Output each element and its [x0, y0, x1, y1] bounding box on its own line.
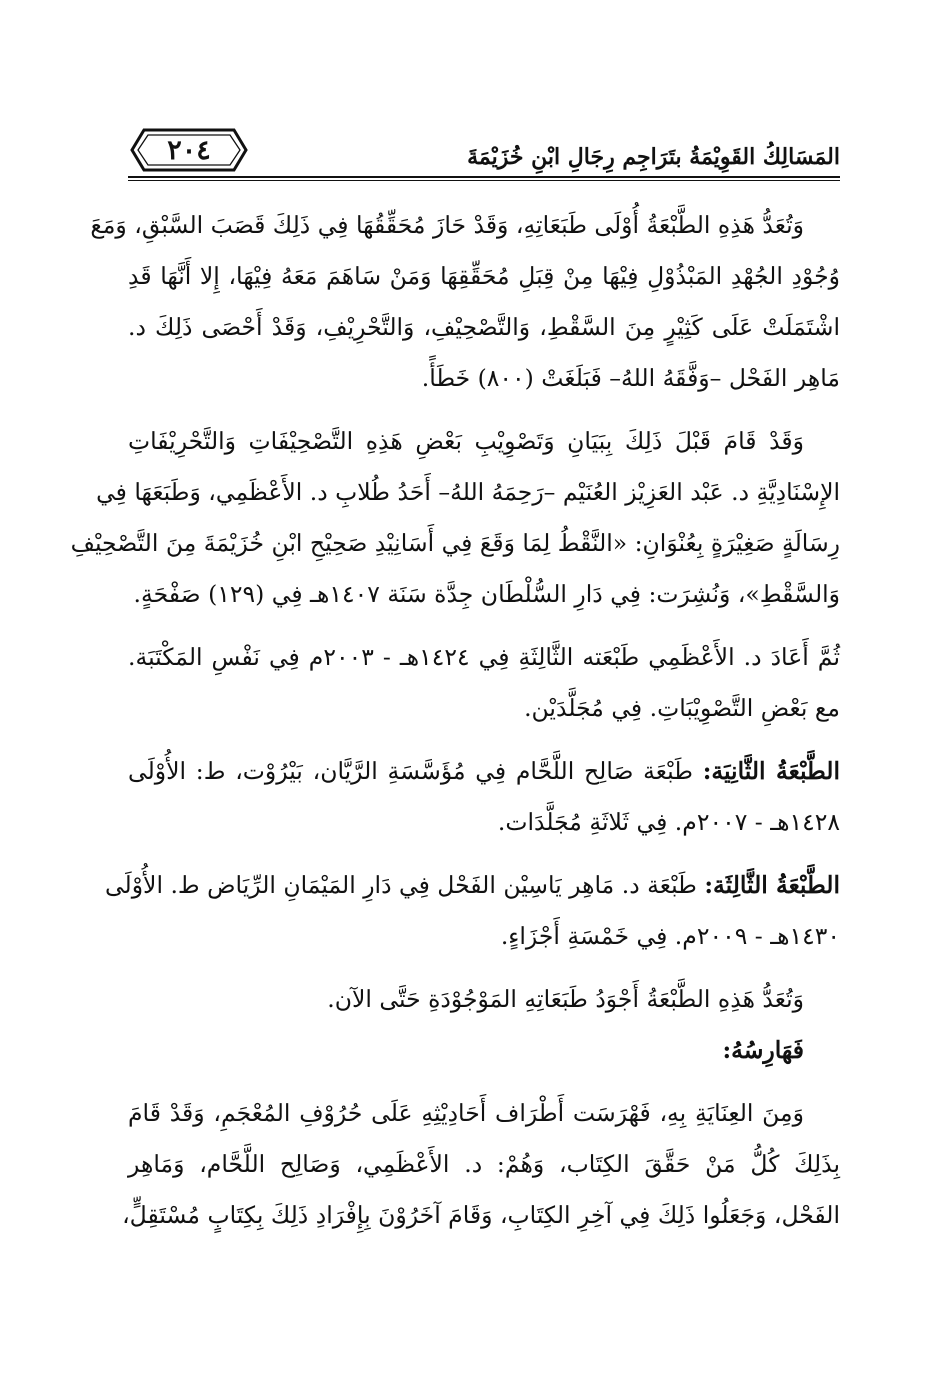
text-line: ١٤٣٠هـ - ٢٠٠٩م. فِي خَمْسَةِ أَجْزَاءٍ.: [500, 922, 840, 950]
text-line: الفَحْل، وَجَعَلُوا ذَلِكَ فِي آخِرِ الكِتَابِ، وَقَامَ آخَرُوْنَ بِإِفْرَادِ ذَلِكَ بِكِتَابٍ مُسْتَقِلٍّ،: [122, 1201, 840, 1229]
text-line: وَقَدْ قَامَ قَبْلَ ذَلِكَ بِبَيَانِ وَتَصْوِيْبِ بَعْضِ هَذِهِ التَّصْحِيْفَاتِ وَالتَّحْرِيْفَاتِ: [128, 427, 804, 455]
paragraph: [90, 200, 840, 404]
text-line: [128, 746, 840, 797]
body-text: [70, 200, 840, 1253]
heading-text: فَهَارِسُهُ:: [722, 1036, 804, 1064]
text-line: وَتُعَدُّ هَذِهِ الطَّبْعَةُ أَجْوَدُ طَبَعَاتِهِ المَوْجُوْدَةِ حَتَّى الآن.: [327, 985, 804, 1013]
text-segment: طَبْعَة د. مَاهِر يَاسِيْن الفَحْل فِي دَارِ المَيْمَانِ الرِّيَاض ط. الأُوْلَى: [104, 871, 705, 899]
paragraph: [128, 632, 840, 734]
text-line: [104, 860, 840, 911]
text-line: بِذَلِكَ كُلُّ مَنْ حَقَّقَ الكِتَاب، وَهُمْ: د. الأَعْظَمِي، وَصَالِح اللَّحَّام، وَمَاهِر: [128, 1150, 840, 1178]
text-line: وَمِنَ العِنَايَةِ بِهِ، فَهْرَسَت أَطْرَاف أَحَادِيْثِهِ عَلَى حُرُوْفِ المُعْجَمِ، وَقَدْ قَامَ: [128, 1099, 804, 1127]
paragraph: [128, 974, 840, 1025]
paragraph: [70, 416, 840, 620]
page-number: ٢٠٤: [167, 134, 211, 166]
text-line: وَالسَّقْطِ»، وَنُشِرَت: فِي دَارِ السُّلْطَان جِدَّة سَنَة ١٤٠٧هـ فِي (١٢٩) صَفْحَةٍ.: [133, 580, 840, 608]
text-line: وَتُعَدُّ هَذِهِ الطَّبْعَةُ أُوْلَى طَبَعَاتِهِ، وَقَدْ حَازَ مُحَقِّقُهَا فِي ذَلِكَ قَصَبَ السَّبْقِ، وَمَعَ: [90, 211, 804, 239]
paragraph: [122, 1088, 840, 1241]
text-line: ثُمَّ أَعَادَ د. الأَعْظَمِي طَبْعَته الثَّالِثَةِ فِي ١٤٢٤هـ - ٢٠٠٣م فِي نَفْسِ المَكْتَبَة.: [128, 643, 840, 671]
running-title: المَسَالِكُ القَوِيْمَةُ بتَرَاجِم رِجَالِ ابْنِ خُزَيْمَةَ: [467, 144, 840, 170]
page-header: [128, 116, 840, 186]
paragraph-second-edition: [128, 746, 840, 848]
edition-label: الطَّبْعَةُ الثَّانِيَة:: [702, 757, 840, 785]
edition-label: الطَّبْعَةُ الثَّالِثَة:: [704, 871, 840, 899]
text-line: الإِسْنَادِيَّةِ د. عَبْد العَزِيْز العُنَيْم –رَحِمَهُ اللهُ– أَحَدُ طُلابِ د. الأَعْظَمِي، وَطَبَعَهَا فِي: [96, 478, 840, 506]
text-line: ١٤٢٨هـ - ٢٠٠٧م. فِي ثَلاثَةِ مُجَلَّدَات.: [497, 808, 840, 836]
text-line: اشْتَمَلَتْ عَلَى كَثِيْرٍ مِنَ السَّقْطِ، وَالتَّصْحِيْفِ، وَالتَّحْرِيْفِ، وَقَدْ أَحْصَى ذَلِكَ د.: [128, 313, 840, 341]
text-line: مع بَعْضِ التَّصْوِيْبَاتِ. فِي مُجَلَّدَيْن.: [524, 694, 840, 722]
text-segment: طَبْعَة صَالِح اللَّحَّام فِي مُؤَسَّسَةِ الرَّيَّان، بَيْرُوْت، ط: الأُوْلَى: [128, 757, 703, 785]
header-rule-thin: [128, 180, 840, 181]
text-line: مَاهِر الفَحْل –وَفَّقَهُ اللهُ– فَبَلَغَتْ (٨٠٠) خَطَأً.: [421, 364, 840, 392]
section-heading: [128, 1025, 840, 1076]
page-number-frame: [130, 126, 248, 174]
text-line: رِسَالَةٍ صَغِيْرَةٍ بِعُنْوَانِ: «النَّقْطُ لِمَا وَقَعَ فِي أَسَانِيْدِ صَحِيْحِ ابْنِ خُزَيْمَةَ مِنَ التَّصْحِيْفِ: [70, 529, 840, 557]
text-line: وُجُوْدِ الجُهْدِ المَبْذُوْلِ فِيْهَا مِنْ قِبَلِ مُحَقِّقِهَا وَمَنْ سَاهَمَ مَعَهُ فِيْهَا، إِلا أَنَّهَا قَدِ: [128, 262, 840, 290]
header-rule: [128, 176, 840, 178]
paragraph-third-edition: [104, 860, 840, 962]
